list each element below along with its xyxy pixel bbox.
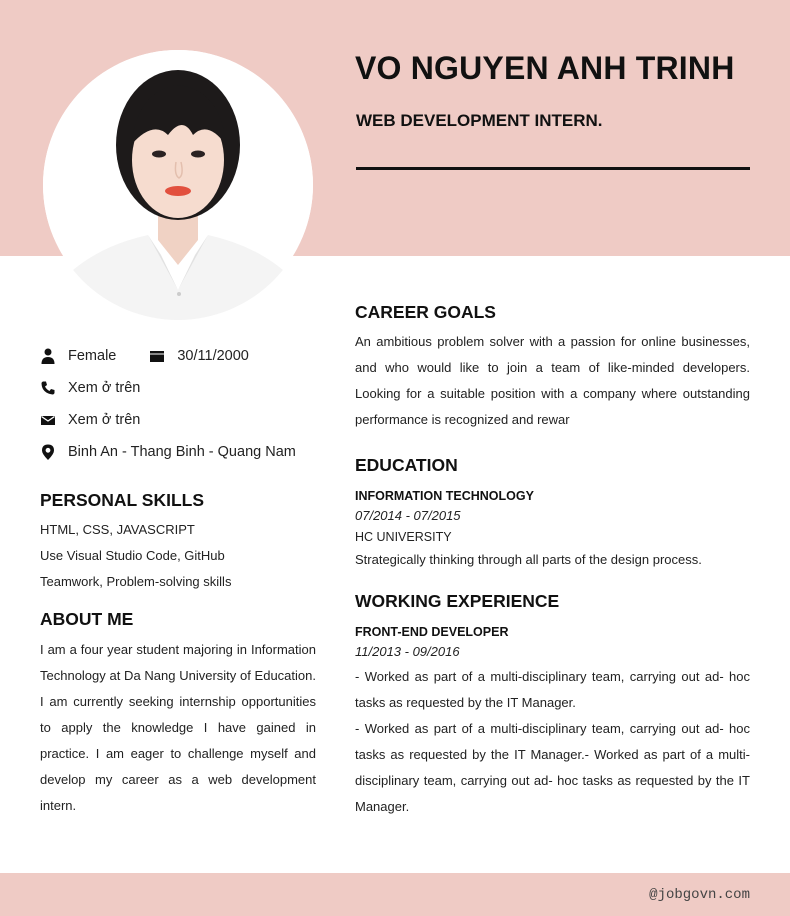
work-position: FRONT-END DEVELOPER bbox=[355, 625, 509, 639]
about-me-heading: ABOUT ME bbox=[40, 609, 134, 629]
email-value: Xem ở trên bbox=[68, 412, 141, 428]
work-duty-item: - Worked as part of a multi-disciplinary team, carrying out ad- hoc tasks as requested by the IT Manager. bbox=[355, 669, 750, 710]
address-row bbox=[40, 436, 316, 468]
gender-value: Female bbox=[68, 348, 117, 364]
profile-photo bbox=[43, 50, 313, 320]
envelope-icon bbox=[40, 412, 56, 428]
education-major: INFORMATION TECHNOLOGY bbox=[355, 489, 534, 503]
phone-value: Xem ở trên bbox=[68, 380, 141, 396]
left-column bbox=[40, 340, 316, 819]
right-column bbox=[355, 302, 750, 820]
footer-website: @jobgovn.com bbox=[649, 887, 750, 903]
calendar-icon bbox=[149, 348, 165, 364]
work-period: 11/2013 - 09/2016 bbox=[355, 644, 460, 659]
education-period: 07/2014 - 07/2015 bbox=[355, 508, 461, 523]
phone-icon bbox=[40, 380, 56, 396]
gender-birthday-row bbox=[40, 340, 316, 372]
working-experience-heading: WORKING EXPERIENCE bbox=[355, 591, 560, 611]
address-value: Binh An - Thang Binh - Quang Nam bbox=[68, 444, 296, 460]
email-row bbox=[40, 404, 316, 436]
map-pin-icon bbox=[40, 444, 56, 460]
education-description: Strategically thinking through all parts of the design process. bbox=[355, 552, 702, 567]
person-icon bbox=[40, 348, 56, 364]
skill-item: Use Visual Studio Code, GitHub bbox=[40, 548, 225, 563]
skill-item: Teamwork, Problem-solving skills bbox=[40, 574, 232, 589]
personal-skills-heading: PERSONAL SKILLS bbox=[40, 490, 205, 510]
work-duties-list bbox=[355, 664, 750, 820]
education-heading: EDUCATION bbox=[355, 455, 458, 475]
career-goals-text: An ambitious problem solver with a passion for online businesses, and who would like to join a team of like-minded developers. Looking for a suitable position with a company where outstanding performance is recognized and rewar bbox=[355, 334, 750, 427]
phone-row bbox=[40, 372, 316, 404]
work-duty-item: - Worked as part of a multi-disciplinary team, carrying out ad- hoc tasks as requested by the IT Manager.- Worked as part of a multi-disciplinary team, carrying out ad- hoc tasks as requested by the IT Manager. bbox=[355, 721, 750, 814]
job-title: WEB DEVELOPMENT INTERN. bbox=[356, 111, 603, 130]
skills-list bbox=[40, 517, 316, 595]
career-goals-heading: CAREER GOALS bbox=[355, 302, 496, 322]
birthday-value: 30/11/2000 bbox=[177, 348, 249, 364]
candidate-name: VO NGUYEN ANH TRINH bbox=[355, 50, 735, 86]
education-school: HC UNIVERSITY bbox=[355, 530, 452, 544]
title-divider bbox=[356, 167, 750, 170]
skill-item: HTML, CSS, JAVASCRIPT bbox=[40, 522, 195, 537]
portrait-image bbox=[43, 50, 313, 320]
about-me-text: I am a four year student majoring in Information Technology at Da Nang University of Education. I am currently seeking internship opportunities to apply the knowledge I have gained in practice. I am eager to challenge myself and develop my career as a web development intern. bbox=[40, 642, 316, 813]
